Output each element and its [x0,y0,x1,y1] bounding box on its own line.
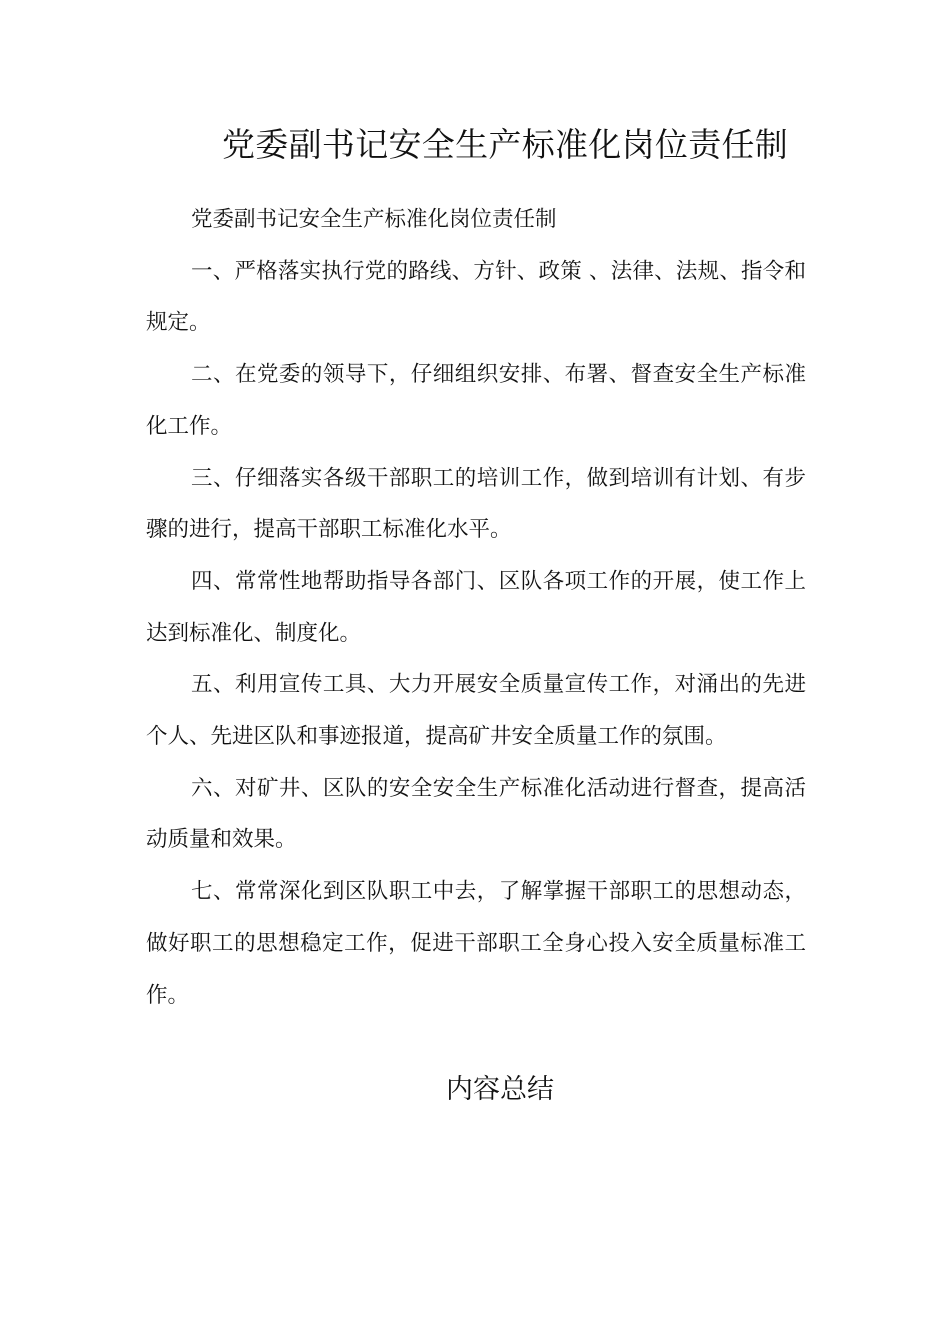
paragraph-item-3: 三、仔细落实各级干部职工的培训工作，做到培训有计划、有步骤的进行，提高干部职工标准化水平。 [146,465,806,543]
paragraph-item-6: 六、对矿井、区队的安全安全生产标准化活动进行督查，提高活动质量和效果。 [146,775,806,853]
document-body [146,194,806,1021]
paragraph-item-7: 七、常常深化到区队职工中去，了解掌握干部职工的思想动态，做好职工的思想稳定工作，促进干部职工全身心投入安全质量标准工作。 [146,879,806,1008]
paragraph-item-1: 一、严格落实执行党的路线、方针、政策 、法律、法规、指令和规定。 [146,258,806,336]
paragraph-item-5: 五、利用宣传工具、大力开展安全质量宣传工作，对涌出的先进个人、先进区队和事迹报道，提高矿井安全质量工作的氛围。 [146,672,806,750]
paragraph-item-4: 四、常常性地帮助指导各部门、区队各项工作的开展，使工作上达到标准化、制度化。 [146,568,806,646]
paragraph-item-2: 二、在党委的领导下，仔细组织安排、布署、督查安全生产标准化工作。 [146,362,806,439]
summary-heading: 内容总结 [446,1074,554,1105]
document-title: 党委副书记安全生产标准化岗位责任制 [222,125,789,164]
paragraph-subtitle: 党委副书记安全生产标准化岗位责任制 [191,207,557,232]
